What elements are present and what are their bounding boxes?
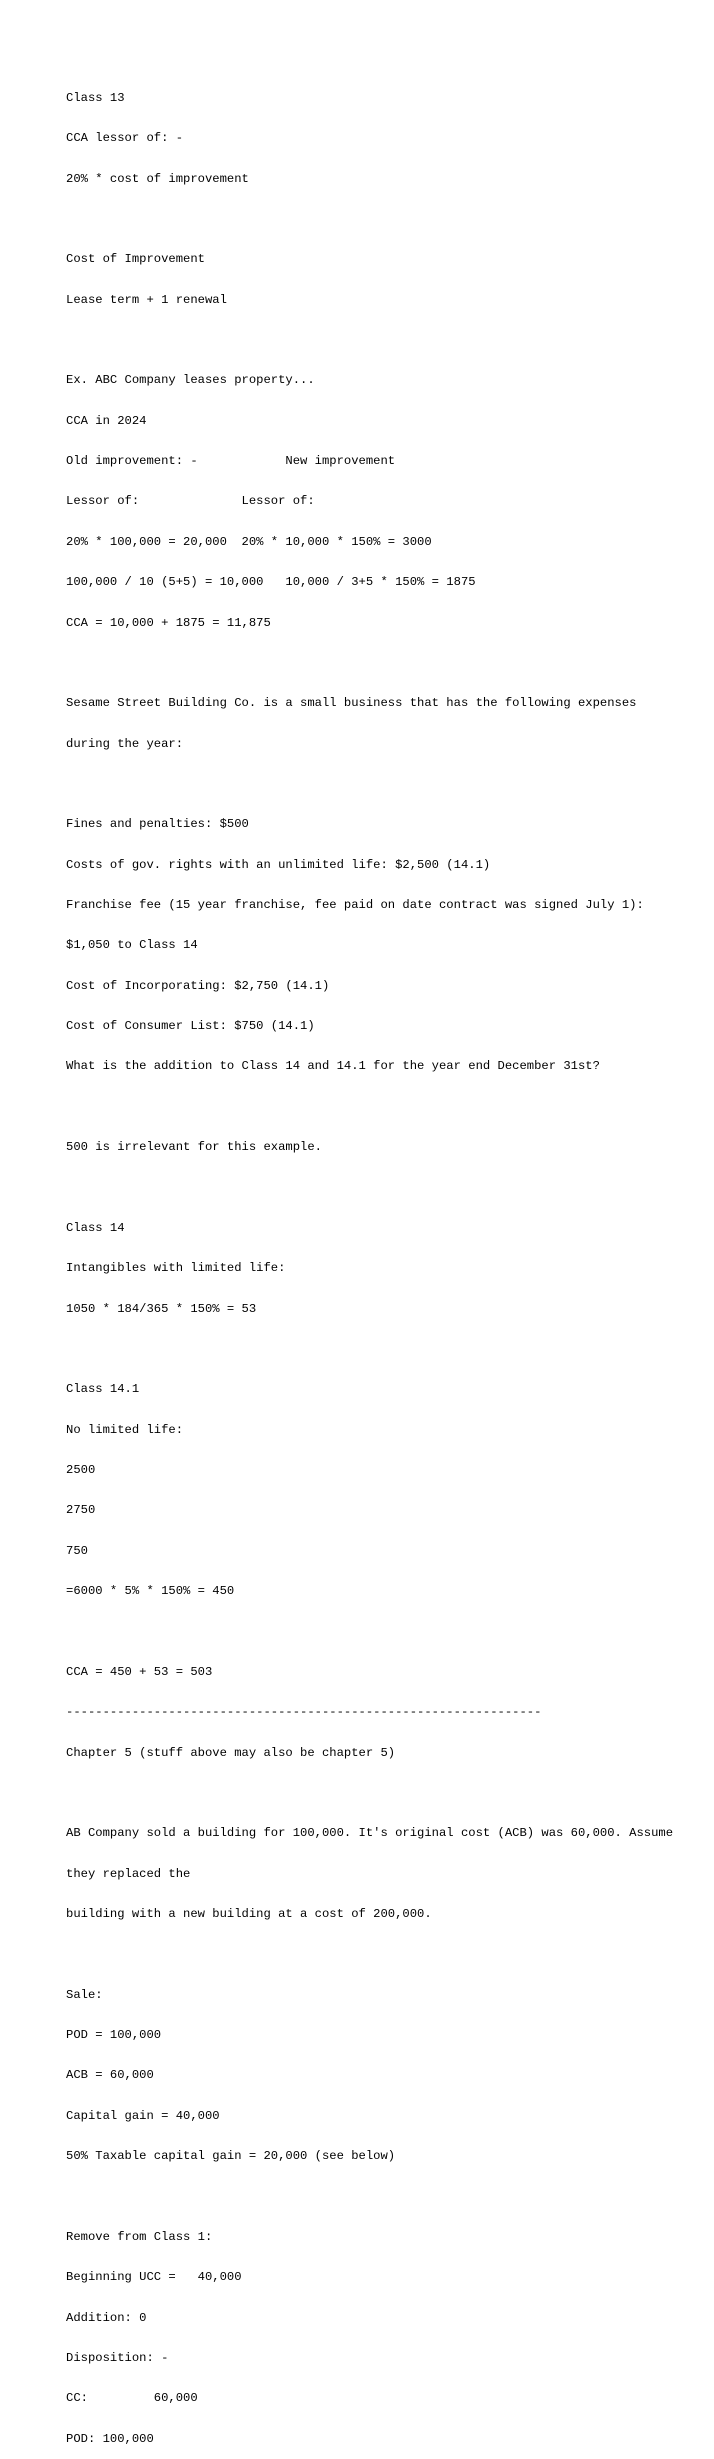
text-line: Addition: 0 xyxy=(66,2310,147,2325)
text-line: Beginning UCC = 40,000 xyxy=(66,2270,242,2285)
text-line: 100,000 / 10 (5+5) = 10,000 10,000 / 3+5 * 150% = 1875 xyxy=(66,575,476,590)
text-line: 20% * 100,000 = 20,000 20% * 10,000 * 150% = 3000 xyxy=(66,534,432,549)
text-line: Capital gain = 40,000 xyxy=(66,2108,220,2123)
blank-line xyxy=(66,334,706,347)
text-line: Class 14.1 xyxy=(66,1382,140,1397)
separator-line: ----------------------------------------------------------------- xyxy=(66,1705,542,1720)
text-line: Cost of Improvement xyxy=(66,252,205,267)
text-line: 750 xyxy=(66,1543,88,1558)
text-line: Cost of Incorporating: $2,750 (14.1) xyxy=(66,978,330,993)
blank-line xyxy=(66,1948,706,1961)
blank-line xyxy=(66,2190,706,2203)
blank-line xyxy=(66,1625,706,1638)
blank-line xyxy=(66,1787,706,1800)
section-heading: Chapter 5 (stuff above may also be chapter 5) xyxy=(66,1745,396,1760)
text-line: Costs of gov. rights with an unlimited life: $2,500 (14.1) xyxy=(66,857,491,872)
text-line: 20% * cost of improvement xyxy=(66,171,249,186)
blank-line xyxy=(66,778,706,791)
text-line: 50% Taxable capital gain = 20,000 (see below) xyxy=(66,2149,396,2164)
blank-line xyxy=(66,1101,706,1114)
text-line: AB Company sold a building for 100,000. It's original cost (ACB) was 60,000. Assume xyxy=(66,1826,674,1841)
text-line: CCA = 450 + 53 = 503 xyxy=(66,1664,213,1679)
text-line: POD: 100,000 xyxy=(66,2431,154,2446)
text-line: No limited life: xyxy=(66,1422,184,1437)
text-line: Fines and penalties: $500 xyxy=(66,817,249,832)
text-line: building with a new building at a cost of 200,000. xyxy=(66,1906,432,1921)
blank-line xyxy=(66,213,706,226)
text-line: Remove from Class 1: xyxy=(66,2229,213,2244)
text-line: 2500 xyxy=(66,1463,96,1478)
text-line: Sesame Street Building Co. is a small business that has the following expenses xyxy=(66,696,637,711)
text-line: $1,050 to Class 14 xyxy=(66,938,198,953)
text-line: 1050 * 184/365 * 150% = 53 xyxy=(66,1301,257,1316)
text-line: CCA = 10,000 + 1875 = 11,875 xyxy=(66,615,271,630)
text-line: Old improvement: - New improvement xyxy=(66,454,396,469)
text-line: 500 is irrelevant for this example. xyxy=(66,1140,322,1155)
text-line: 2750 xyxy=(66,1503,96,1518)
text-line: Disposition: - xyxy=(66,2350,169,2365)
text-line: CCA in 2024 xyxy=(66,413,147,428)
text-line: POD = 100,000 xyxy=(66,2028,162,2042)
text-line: Cost of Consumer List: $750 (14.1) xyxy=(66,1019,315,1034)
text-line: Ex. ABC Company leases property... xyxy=(66,373,315,388)
text-line: Franchise fee (15 year franchise, fee paid on date contract was signed July 1): xyxy=(66,898,644,913)
text-line: What is the addition to Class 14 and 14.1 for the year end December 31st? xyxy=(66,1059,600,1074)
text-line: Intangibles with limited life: xyxy=(66,1261,286,1276)
text-line: during the year: xyxy=(66,736,184,751)
blank-line xyxy=(66,657,706,670)
text-line: CC: 60,000 xyxy=(66,2391,198,2406)
text-line: Sale: xyxy=(66,1987,103,2002)
text-line: they replaced the xyxy=(66,1866,191,1881)
text-line: Lease term + 1 renewal xyxy=(66,292,227,307)
blank-line xyxy=(66,1343,706,1356)
text-line: ACB = 60,000 xyxy=(66,2068,154,2083)
text-line: CCA lessor of: - xyxy=(66,131,184,146)
document-body xyxy=(66,65,706,2459)
text-line: Lessor of: Lessor of: xyxy=(66,494,315,509)
text-line: Class 13 xyxy=(66,90,125,105)
blank-line xyxy=(66,1182,706,1195)
text-line: =6000 * 5% * 150% = 450 xyxy=(66,1584,235,1599)
text-line: Class 14 xyxy=(66,1220,125,1235)
